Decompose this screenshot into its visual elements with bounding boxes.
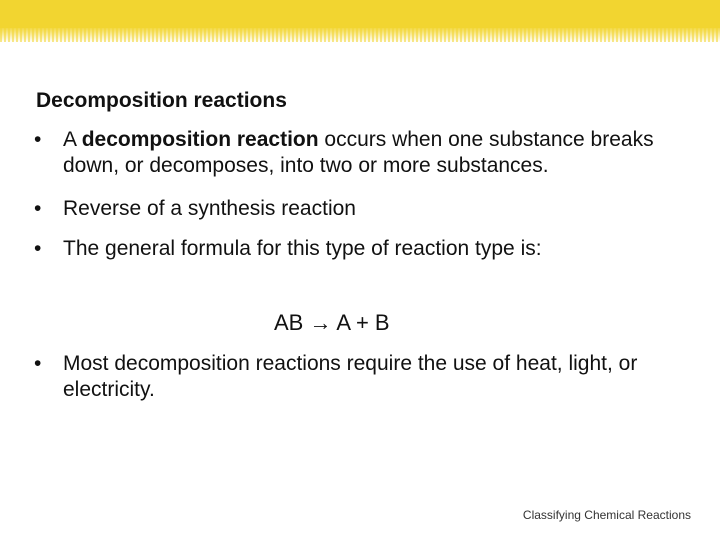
bullet-list [34,127,654,262]
bullet-text: The general formula for this type of reaction type is: [63,237,542,260]
bullet-marker: • [34,352,42,375]
reaction-formula [274,309,390,337]
bullet-text-rest: occurs when one substance breaks down, or decomposes, into two or more substances. [63,128,654,177]
bullet-text-prefix: A [63,128,82,151]
formula-reactant: AB [274,310,304,335]
bullet-marker: • [34,128,42,151]
header-fade [0,28,720,42]
slide-title: Decomposition reactions [36,89,287,112]
bullet-marker: • [34,237,42,260]
bullet-text: Most decomposition reactions require the use of heat, light, or electricity. [63,352,638,401]
slide-footer: Classifying Chemical Reactions [522,508,691,522]
formula-products: A + B [336,310,390,335]
bullet-text: Reverse of a synthesis reaction [63,197,356,220]
bullet-marker: • [34,197,42,220]
bullet-item-general-formula [34,236,654,262]
bullet-item-definition [34,127,654,179]
bullet-item-energy [34,351,683,403]
formula-arrow: → [309,310,332,335]
bullet-item-reverse [34,196,654,222]
bullet-text-bold-term: decomposition reaction [81,128,319,151]
header-band [0,0,720,28]
